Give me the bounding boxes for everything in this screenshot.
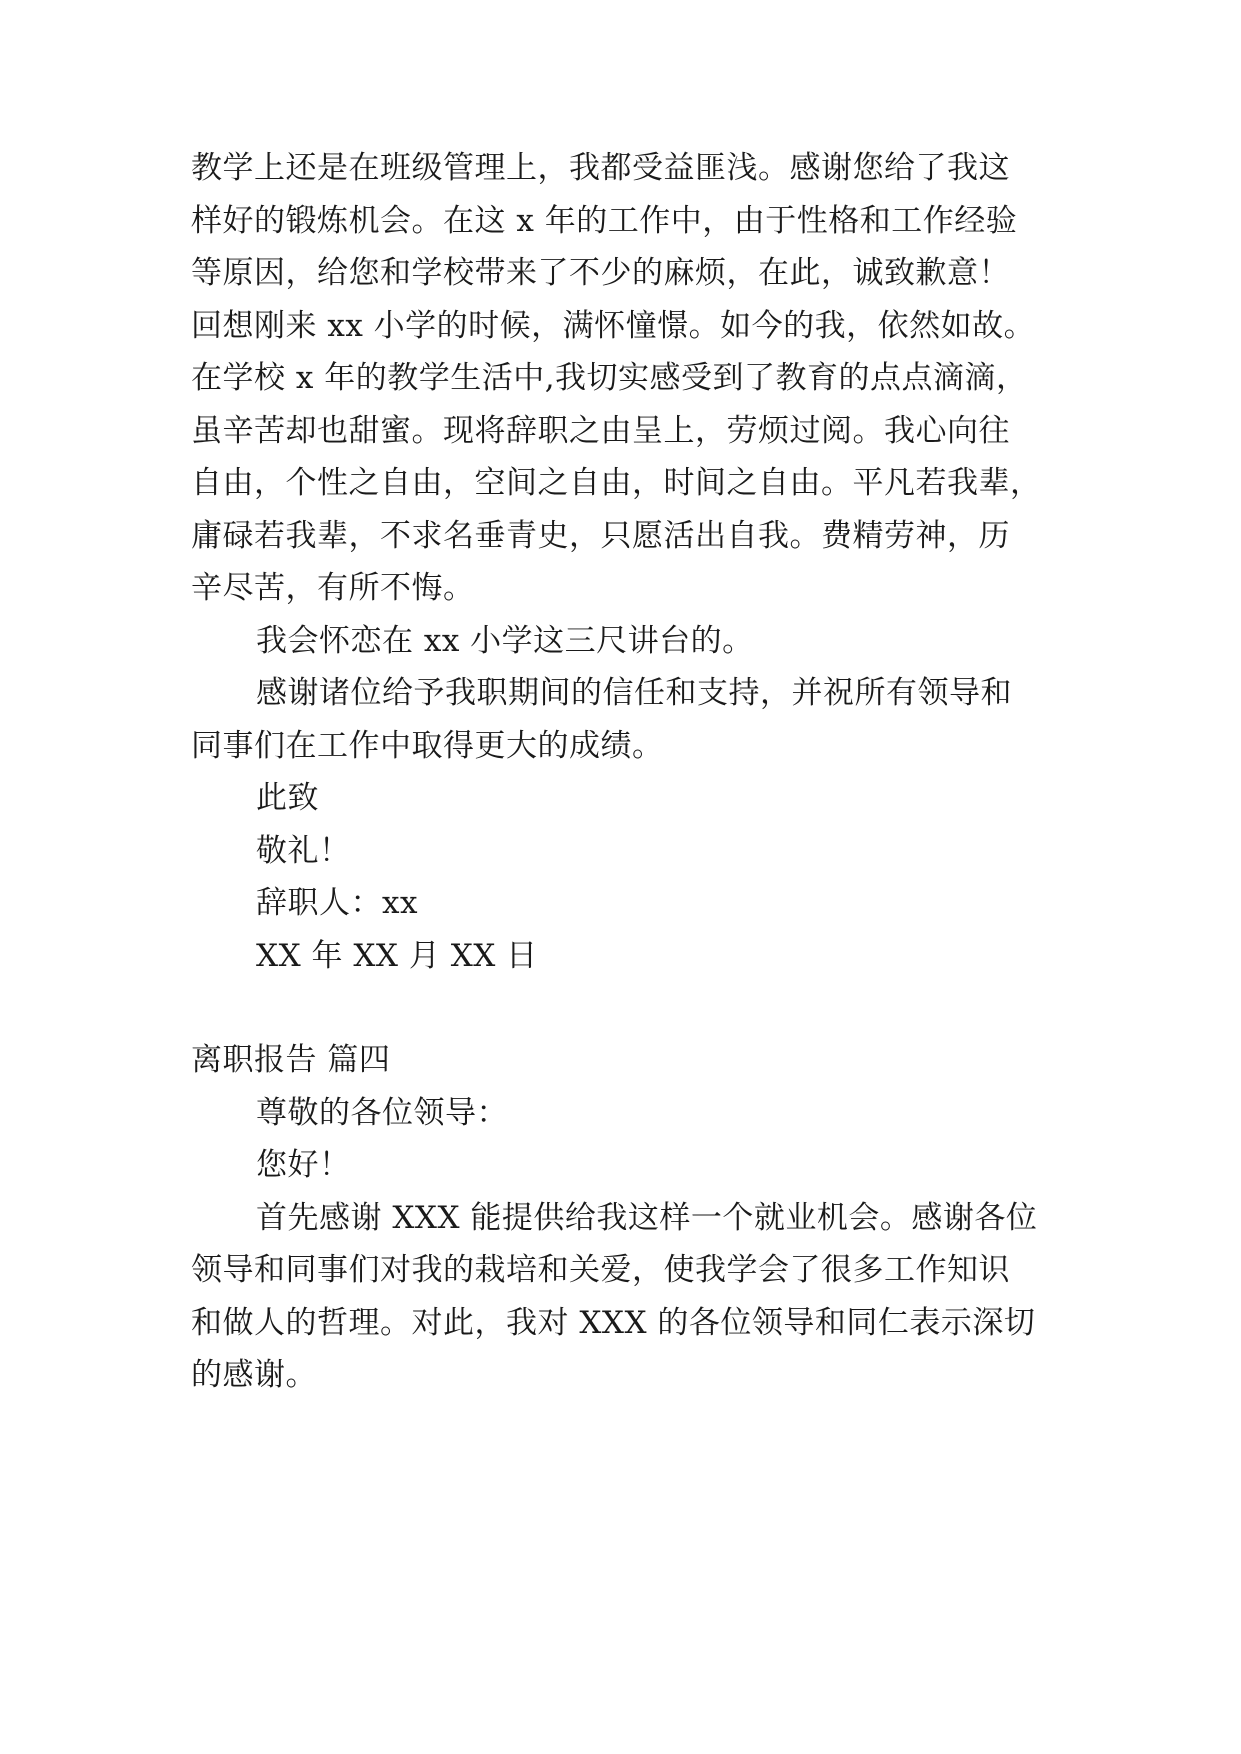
paragraph-line: 辛尽苦，有所不悔。 <box>191 570 475 606</box>
closing-phrase: 此致 <box>256 780 319 816</box>
paragraph-line: 首先感谢 XXX 能提供给我这样一个就业机会。感谢各位 <box>256 1200 1038 1236</box>
date-line: XX 年 XX 月 XX 日 <box>256 938 538 974</box>
thanks-line: 同事们在工作中取得更大的成绩。 <box>191 728 664 764</box>
closing-salute: 敬礼！ <box>256 833 351 869</box>
signer-line: 辞职人：xx <box>256 885 418 921</box>
paragraph-line: 庸碌若我辈，不求名垂青史，只愿活出自我。费精劳神，历 <box>191 518 1010 554</box>
paragraph-line: 回想刚来 xx 小学的时候，满怀憧憬。如今的我，依然如故。 <box>191 308 1036 344</box>
paragraph-line: 教学上还是在班级管理上，我都受益匪浅。感谢您给了我这 <box>191 150 1010 186</box>
salutation: 尊敬的各位领导： <box>256 1095 508 1131</box>
paragraph-line: 和做人的哲理。对此，我对 XXX 的各位领导和同仁表示深切 <box>191 1305 1036 1341</box>
paragraph-line: 的感谢。 <box>191 1357 317 1393</box>
paragraph-line: 自由，个性之自由，空间之自由，时间之自由。平凡若我辈， <box>191 465 1042 501</box>
paragraph-line: 虽辛苦却也甜蜜。现将辞职之由呈上，劳烦过阅。我心向往 <box>191 413 1010 449</box>
memory-line: 我会怀恋在 xx 小学这三尺讲台的。 <box>256 623 754 659</box>
greeting: 您好！ <box>256 1147 351 1183</box>
paragraph-line: 在学校 x 年的教学生活中,我切实感受到了教育的点点滴滴， <box>191 360 1028 396</box>
paragraph-line: 等原因，给您和学校带来了不少的麻烦，在此，诚致歉意！ <box>191 255 1010 291</box>
thanks-line: 感谢诸位给予我职期间的信任和支持，并祝所有领导和 <box>256 675 1012 711</box>
paragraph-line: 样好的锻炼机会。在这 x 年的工作中，由于性格和工作经验 <box>191 203 1018 239</box>
section-heading: 离职报告 篇四 <box>191 1042 391 1078</box>
paragraph-line: 领导和同事们对我的栽培和关爱，使我学会了很多工作知识 <box>191 1252 1010 1288</box>
